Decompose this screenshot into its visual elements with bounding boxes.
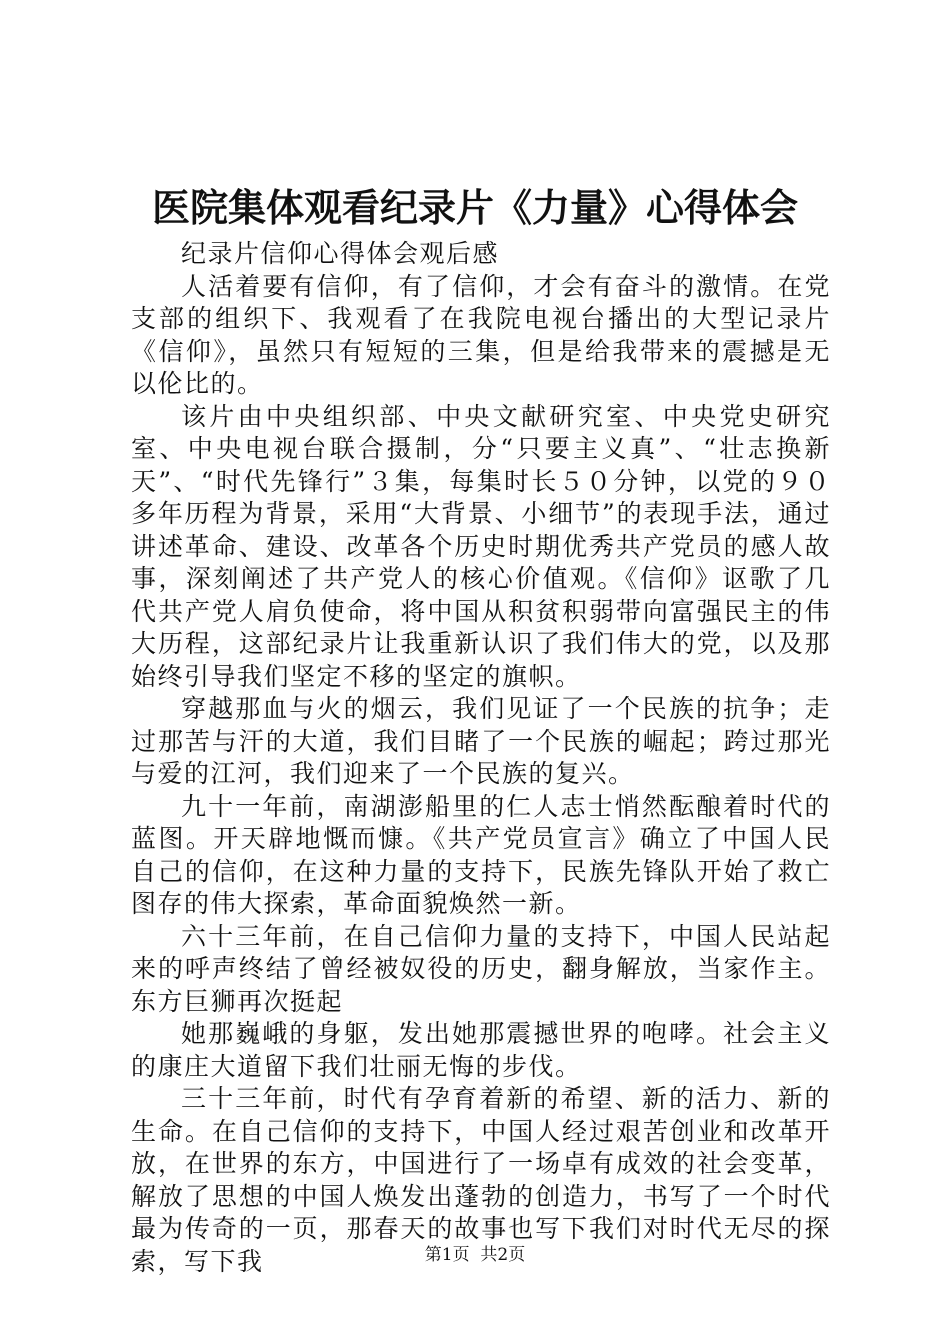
paragraph: 穿越那血与火的烟云，我们见证了一个民族的抗争；走过那苦与汗的大道，我们目睹了一个民族的崛起；跨过那光与爱的江河，我们迎来了一个民族的复兴。	[131, 694, 831, 788]
paragraph: 六十三年前，在自己信仰力量的支持下，中国人民站起来的呼声终结了曾经被奴役的历史，翻身解放，当家作主。东方巨狮再次挺起	[131, 921, 831, 1016]
paragraph: 该片由中央组织部、中央文献研究室、中央党史研究室、中央电视台联合摄制，分“只要主义真”、“壮志换新天”、“时代先锋行”３集，每集时长５０分钟，以党的９０多年历程为背景，采用“大背景、小细节”的表现手法，通过讲述革命、建设、改革各个历史时期优秀共产党员的感人故事，深刻阐述了共产党人的核心价值观。《信仰》讴歌了几代共产党人肩负使命，将中国从积贫积弱带向富强民主的伟大历程，这部纪录片让我重新认识了我们伟大的党，以及那始终引导我们坚定不移的坚定的旗帜。	[131, 401, 831, 691]
document-title: 医院集体观看纪录片《力量》心得体会	[151, 185, 798, 230]
paragraph: 她那巍峨的身躯，发出她那震撼世界的咆哮。社会主义的康庄大道留下我们壮丽无悔的步伐。	[131, 1019, 831, 1081]
paragraph: 三十三年前，时代有孕育着新的希望、新的活力、新的生命。在自己信仰的支持下，中国人经过艰苦创业和改革开放，在世界的东方，中国进行了一场卓有成效的社会变革，解放了思想的中国人焕发出蓬勃的创造力，书写了一个时代最为传奇的一页，那春天的故事也写下我们对时代无尽的探索，写下我	[131, 1084, 831, 1276]
paragraph: 纪录片信仰心得体会观后感	[181, 239, 500, 268]
document-body	[131, 238, 831, 1278]
page-footer	[0, 1243, 950, 1267]
paragraph: 九十一年前，南湖澎船里的仁人志士悄然酝酿着时代的蓝图。开天辟地慨而慷。《共产党员宣言》确立了中国人民自己的信仰，在这种力量的支持下，民族先锋队开始了救亡图存的伟大探索，革命面貌焕然一新。	[131, 791, 831, 918]
paragraph: 人活着要有信仰，有了信仰，才会有奋斗的激情。在党支部的组织下、我观看了在我院电视台播出的大型记录片《信仰》，虽然只有短短的三集，但是给我带来的震撼是无以伦比的。	[131, 271, 831, 398]
page-number-label: 第1页 共2页	[424, 1245, 526, 1265]
